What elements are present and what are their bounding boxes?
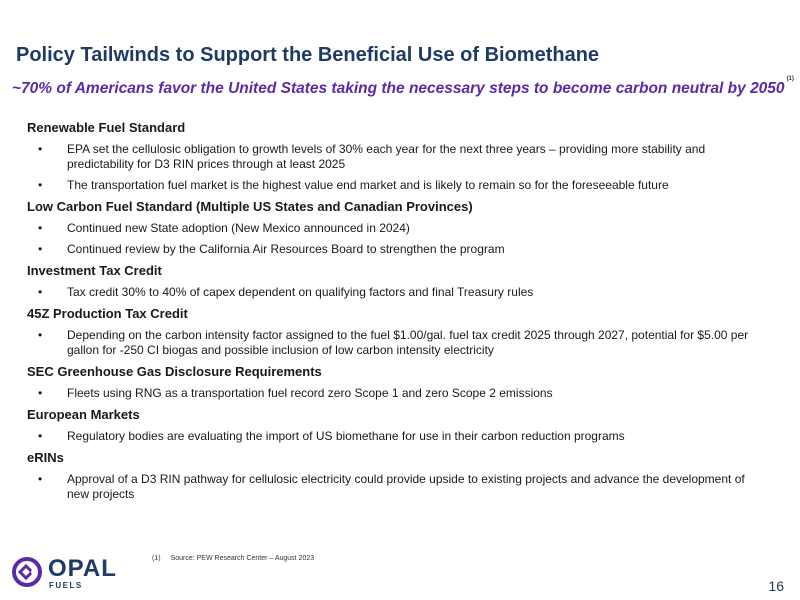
bullet-icon: • [38,178,43,192]
footnote-text: Source: PEW Research Center – August 2023 [170,555,315,562]
section-renewable-fuel-standard [27,120,757,193]
logo-name: OPAL [48,555,117,582]
bullet-text: Depending on the carbon intensity factor assigned to the fuel $1.00/gal. fuel tax credit 2025 through 2027, potential for $5.00 per gallon for -250 CI biogas and possible inclusion of low carbon intensity electricity [67,328,749,357]
bullet-icon: • [38,328,43,342]
footnote-number: (1) [152,555,161,562]
subtitle-text: ~70% of Americans favor the United States taking the necessary steps to become carbon neutral by 2050 [12,80,785,97]
section-45z-production-tax-credit [27,306,757,358]
list-item [27,328,757,358]
bullet-text: Continued review by the California Air Resources Board to strengthen the program [67,242,505,256]
bullet-list [27,142,757,193]
bullet-text: EPA set the cellulosic obligation to growth levels of 30% each year for the next three years – providing more stability and predictability for D3 RIN prices through at least 2025 [67,142,706,171]
bullet-icon: • [38,142,43,156]
bullet-text: Tax credit 30% to 40% of capex dependent on qualifying factors and final Treasury rules [67,285,534,299]
bullet-list [27,328,757,358]
bullet-icon: • [38,429,43,443]
bullet-list [27,386,757,401]
section-heading: Renewable Fuel Standard [27,120,186,135]
bullet-icon: • [38,472,43,486]
bullet-text: Approval of a D3 RIN pathway for cellulosic electricity could provide upside to existing projects and advance the development of new projects [67,472,745,501]
section-sec-ghg-disclosure [27,364,757,401]
bullet-list [27,472,757,502]
list-item [27,221,757,236]
bullet-list [27,221,757,257]
opal-fuels-logo [10,550,160,592]
bullet-icon: • [38,242,43,256]
footnote [152,555,314,562]
bullet-icon: • [38,285,43,299]
section-erins [27,450,757,502]
section-heading: 45Z Production Tax Credit [27,306,188,321]
bullet-list [27,429,757,444]
bullet-icon: • [38,221,43,235]
bullet-list [27,285,757,300]
section-heading: Low Carbon Fuel Standard (Multiple US States and Canadian Provinces) [27,199,473,214]
section-heading: European Markets [27,407,140,422]
bullet-text: Continued new State adoption (New Mexico announced in 2024) [67,221,410,235]
list-item [27,285,757,300]
bullet-text: Fleets using RNG as a transportation fuel record zero Scope 1 and zero Scope 2 emissions [67,386,553,400]
section-heading: SEC Greenhouse Gas Disclosure Requirements [27,364,322,379]
list-item [27,142,757,172]
section-investment-tax-credit [27,263,757,300]
logo-tagline: FUELS [49,581,83,590]
subtitle-footnote-ref: (1) [786,76,794,82]
list-item [27,178,757,193]
bullet-icon: • [38,386,43,400]
opal-fuels-logo-icon [14,559,40,585]
policy-content [27,120,757,508]
list-item [27,472,757,502]
list-item [27,242,757,257]
page-title: Policy Tailwinds to Support the Beneficial Use of Biomethane [16,44,600,66]
section-heading: Investment Tax Credit [27,263,162,278]
page-number: 16 [768,578,784,594]
bullet-text: Regulatory bodies are evaluating the import of US biomethane for use in their carbon reduction programs [67,429,625,443]
page-subtitle [12,76,794,98]
section-heading: eRINs [27,450,64,465]
bullet-text: The transportation fuel market is the highest value end market and is likely to remain so for the foreseeable future [67,178,669,192]
section-low-carbon-fuel-standard [27,199,757,257]
list-item [27,386,757,401]
section-european-markets [27,407,757,444]
list-item [27,429,757,444]
